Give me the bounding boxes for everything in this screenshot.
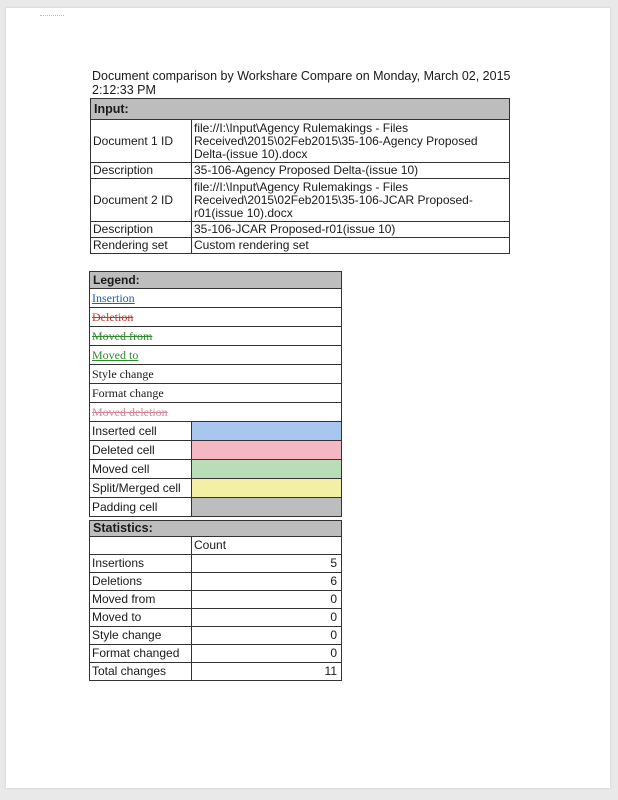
stat-value-moved-to: 0 bbox=[192, 609, 342, 627]
legend-table bbox=[89, 271, 342, 517]
input-value-desc2: 35-106-JCAR Proposed-r01(issue 10) bbox=[192, 222, 510, 238]
statistics-heading: Statistics: bbox=[90, 521, 342, 537]
input-label-doc2: Document 2 ID bbox=[91, 179, 192, 222]
legend-heading: Legend: bbox=[90, 272, 342, 289]
page-title: Document comparison by Workshare Compare on Monday, March 02, 2015 2:12:33 PM bbox=[92, 69, 511, 97]
statistics-table bbox=[89, 520, 342, 681]
legend-moved-deletion bbox=[90, 403, 342, 422]
legend-split-merged-cell-label: Split/Merged cell bbox=[90, 479, 192, 498]
legend-moved-from-text: Moved from bbox=[92, 328, 153, 343]
stat-value-deletions: 6 bbox=[192, 573, 342, 591]
statistics-header-empty bbox=[90, 537, 192, 555]
legend-insertion bbox=[90, 289, 342, 308]
legend-split-merged-cell-swatch bbox=[192, 479, 342, 498]
stat-label-style-change: Style change bbox=[90, 627, 192, 645]
stat-label-insertions: Insertions bbox=[90, 555, 192, 573]
legend-padding-cell-swatch bbox=[192, 498, 342, 517]
input-label-doc1: Document 1 ID bbox=[91, 120, 192, 163]
input-heading: Input: bbox=[91, 99, 510, 120]
legend-inserted-cell-label: Inserted cell bbox=[90, 422, 192, 441]
stat-value-format-changed: 0 bbox=[192, 645, 342, 663]
legend-deletion bbox=[90, 308, 342, 327]
legend-inserted-cell-swatch bbox=[192, 422, 342, 441]
stat-value-total-changes: 11 bbox=[192, 663, 342, 681]
stat-label-moved-to: Moved to bbox=[90, 609, 192, 627]
stat-label-deletions: Deletions bbox=[90, 573, 192, 591]
stat-value-insertions: 5 bbox=[192, 555, 342, 573]
input-value-doc1: file://I:\Input\Agency Rulemakings - Files Received\2015\02Feb2015\35-106-Agency Proposed Delta-(issue 10).docx bbox=[192, 120, 510, 163]
stat-value-style-change: 0 bbox=[192, 627, 342, 645]
input-label-rendering: Rendering set bbox=[91, 238, 192, 254]
stat-label-moved-from: Moved from bbox=[90, 591, 192, 609]
legend-insertion-text: Insertion bbox=[92, 290, 135, 305]
input-label-desc1: Description bbox=[91, 163, 192, 179]
legend-deletion-text: Deletion bbox=[92, 309, 134, 324]
legend-moved-deletion-text: Moved deletion bbox=[92, 404, 168, 419]
statistics-count-header: Count bbox=[192, 537, 342, 555]
legend-padding-cell-label: Padding cell bbox=[90, 498, 192, 517]
stat-label-total-changes: Total changes bbox=[90, 663, 192, 681]
input-table bbox=[90, 98, 510, 254]
input-value-doc2: file://I:\Input\Agency Rulemakings - Files Received\2015\02Feb2015\35-106-JCAR Proposed-r01(issue 10).docx bbox=[192, 179, 510, 222]
legend-deleted-cell-swatch bbox=[192, 441, 342, 460]
input-label-desc2: Description bbox=[91, 222, 192, 238]
input-value-desc1: 35-106-Agency Proposed Delta-(issue 10) bbox=[192, 163, 510, 179]
legend-deleted-cell-label: Deleted cell bbox=[90, 441, 192, 460]
legend-moved-to bbox=[90, 346, 342, 365]
legend-moved-from bbox=[90, 327, 342, 346]
stat-label-format-changed: Format changed bbox=[90, 645, 192, 663]
legend-moved-cell-label: Moved cell bbox=[90, 460, 192, 479]
stat-value-moved-from: 0 bbox=[192, 591, 342, 609]
legend-moved-cell-swatch bbox=[192, 460, 342, 479]
input-value-rendering: Custom rendering set bbox=[192, 238, 510, 254]
scan-artifact bbox=[40, 15, 64, 18]
legend-style-change: Style change bbox=[90, 365, 342, 384]
legend-moved-to-text: Moved to bbox=[92, 347, 139, 362]
legend-format-change: Format change bbox=[90, 384, 342, 403]
